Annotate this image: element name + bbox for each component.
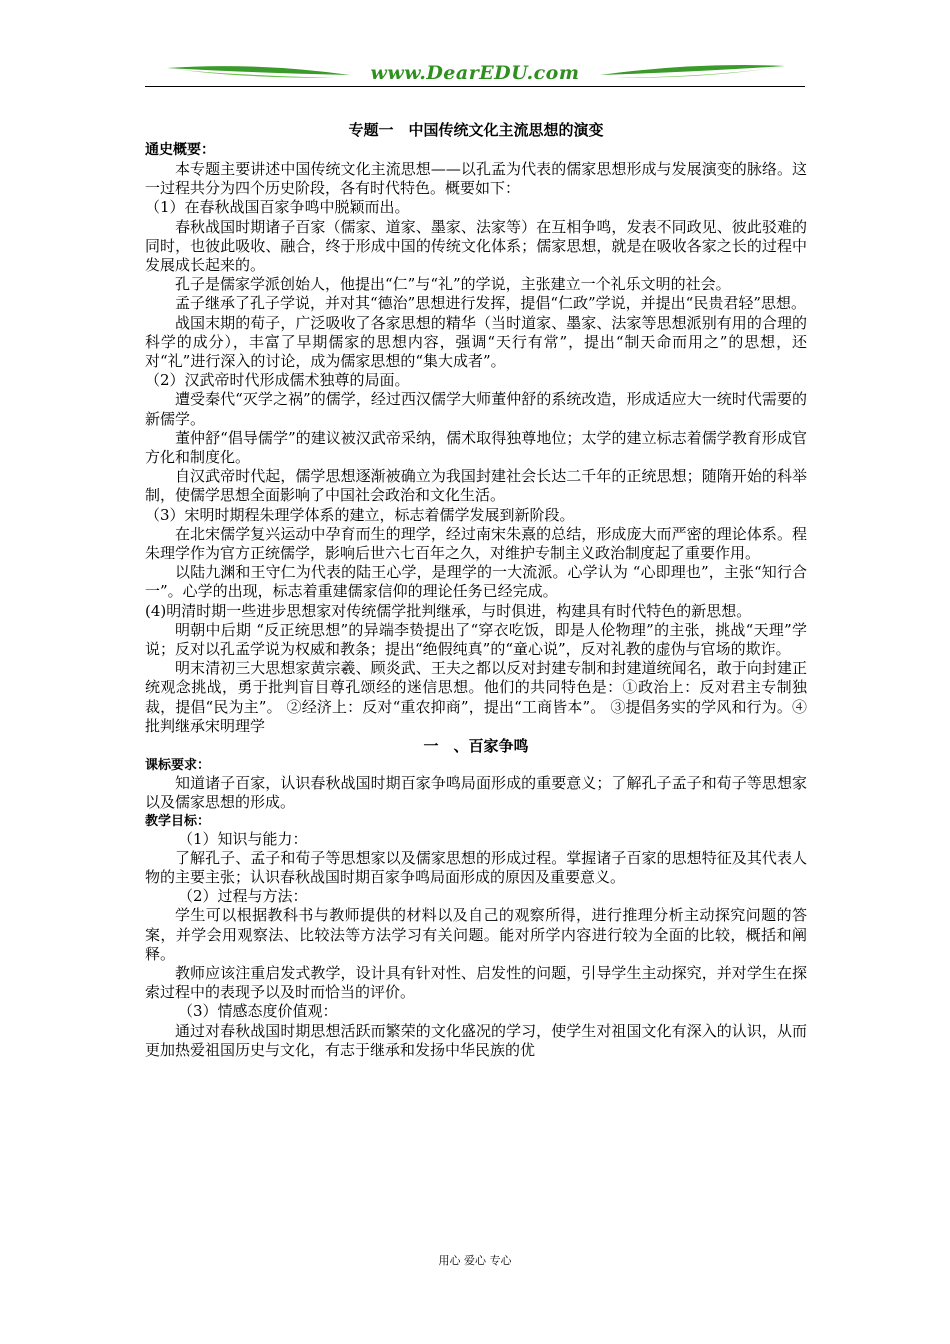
paragraph: 春秋战国时期诸子百家（儒家、道家、墨家、法家等）在互相争鸣，发表不同政见、彼此驳难的同时，也彼此吸收、融合，终于形成中国的传统文化体系；儒家思想，就是在吸收各家之长的过程中发展成长起来的。 [145,217,807,275]
overview-section [145,160,807,736]
paragraph: （1）知识与能力： [178,829,308,848]
curriculum-heading: 课标要求： [145,758,211,774]
paragraph: （2）汉武帝时代形成儒术独尊的局面。 [145,371,410,390]
document-body [145,120,807,1060]
paragraph: 了解孔子、孟子和荀子等思想家以及儒家思想的形成过程。掌握诸子百家的思想特征及其代表人物的主要主张；认识春秋战国时期百家争鸣局面形成的原因及重要意义。 [145,848,807,886]
goals-heading: 教学目标： [145,813,211,829]
paragraph: 本专题主要讲述中国传统文化主流思想——以孔孟为代表的儒家思想形成与发展演变的脉络。这一过程共分为四个历史阶段，各有时代特色。概要如下： [145,160,807,198]
curriculum-text: 知道诸子百家，认识春秋战国时期百家争鸣局面形成的重要意义；了解孔子孟子和荀子等思想家以及儒家思想的形成。 [145,774,807,812]
paragraph: 以陆九渊和王守仁为代表的陆王心学，是理学的一大流派。心学认为 “心即理也”，主张“知行合一”。心学的出现，标志着重建儒家信仰的理论任务已经完成。 [145,563,807,601]
header-rule [145,86,805,87]
paragraph: 明朝中后期 “反正统思想”的异端李贽提出了“穿衣吃饭，即是人伦物理”的主张，挑战“天理”学说；反对以孔孟学说为权威和教条；提出“绝假纯真”的“童心说”，反对礼教的虚伪与官场的欺诈。 [145,620,807,659]
paragraph: 教师应该注重启发式教学，设计具有针对性、启发性的问题，引导学生主动探究，并对学生在探索过程中的表现予以及时而恰当的评价。 [145,963,807,1002]
left-swoosh [167,66,350,75]
site-logo-text[interactable]: www.DearEDU.com [370,62,580,84]
paragraph: （3）情感态度价值观： [178,1002,338,1021]
paragraph: （3）宋明时期程朱理学体系的建立，标志着儒学发展到新阶段。 [145,505,575,524]
document-title: 专题一 中国传统文化主流思想的演变 [348,121,604,139]
goals-section [145,830,807,1060]
site-header [145,58,805,90]
paragraph: （1）在春秋战国百家争鸣中脱颖而出。 [145,198,410,217]
paragraph: 在北宋儒学复兴运动中孕育而生的理学，经过南宋朱熹的总结，形成庞大而严密的理论体系。程朱理学作为官方正统儒学，影响后世六七百年之久，对维护专制主义政治制度起了重要作用。 [145,524,807,563]
paragraph: 遭受秦代“灭学之祸”的儒学，经过西汉儒学大师董仲舒的系统改造，形成适应大一统时代需要的新儒学。 [145,390,807,428]
paragraph: 自汉武帝时代起，儒学思想逐渐被确立为我国封建社会长达二千年的正统思想；随隋开始的科举制，使儒学思想全面影响了中国社会政治和文化生活。 [145,467,807,505]
paragraph: 学生可以根据教科书与教师提供的材料以及自己的观察所得，进行推理分析主动探究问题的答案，并学会用观察法、比较法等方法学习有关问题。能对所学内容进行较为全面的比较，概括和阐释。 [145,906,807,963]
paragraph: 通过对春秋战国时期思想活跃而繁荣的文化盛况的学习，使学生对祖国文化有深入的认识，从而更加热爱祖国历史与文化，有志于继承和发扬中华民族的优 [145,1021,807,1059]
paragraph: (4)明清时期一些进步思想家对传统儒学批判继承，与时俱进，构建具有时代特色的新思想。 [145,601,752,620]
paragraph: 董仲舒“倡导儒学”的建议被汉武帝采纳，儒术取得独尊地位；太学的建立标志着儒学教育形成官方化和制度化。 [145,428,807,467]
paragraph: 战国末期的荀子，广泛吸收了各家思想的精华（当时道家、墨家、法家等思想派别有用的合理的科学的成分），丰富了早期儒家的思想内容，强调“天行有常”，提出“制天命而用之”的思想，还对“礼”进行深入的讨论，成为儒家思想的“集大成者”。 [145,313,807,371]
paragraph: 孔子是儒家学派创始人，他提出“仁”与“礼”的学说，主张建立一个礼乐文明的社会。 [175,275,731,294]
paragraph: 明末清初三大思想家黄宗羲、顾炎武、王夫之都以反对封建专制和封建道统闻名，敢于向封建正统观念挑战，勇于批判盲目尊孔颂经的迷信思想。他们的共同特色是：①政治上：反对君主专制独裁，提倡“民为主”。 ②经济上：反对“重农抑商”，提出“工商皆本”。 ③提倡务实的学风和行为。④批判继承宋明理学 [145,659,807,735]
paragraph: （2）过程与方法： [178,887,308,906]
section-title: 一 、百家争鸣 [423,737,529,756]
page-footer: 用心 爱心 专心 [438,1254,512,1267]
overview-heading: 通史概要： [145,142,215,158]
paragraph: 孟子继承了孔子学说，并对其“德治”思想进行发挥，提倡“仁政”学说，并提出“民贵君轻”思想。 [175,294,807,313]
